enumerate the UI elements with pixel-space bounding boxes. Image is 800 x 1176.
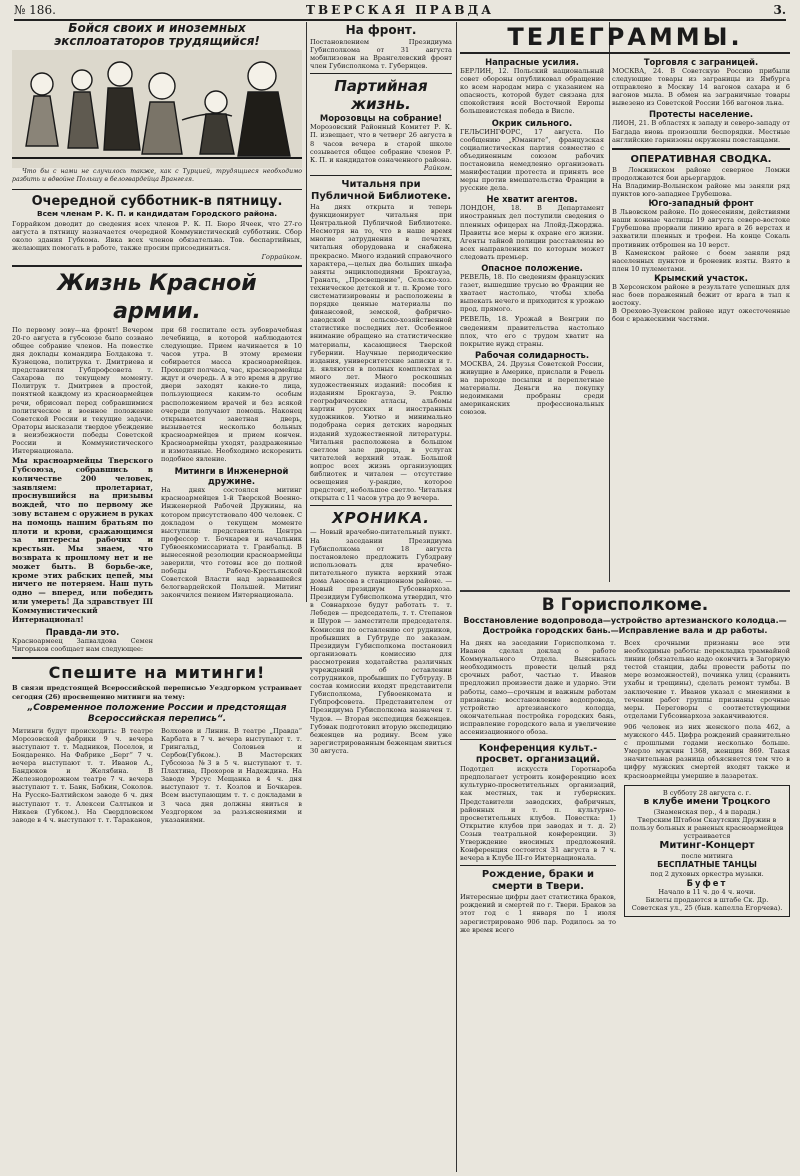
meetings-left-list: Митинги будут происходить: В театре Морозовской фабрики 9 ч. вечера выступают т. т. Мадников, Поселов, и Бондаренко. На Фабрике „Берг“ 7 ч. вечера выступают т. т. Иванов А., Бандюков и Желябина. В Железнодорожном театре 7 ч. вечера выступают т. т. Банк, Бабкин, Соколов. На Русско-Балтийском заводе 6 ч. дня выступают т. т. Алексеи Салтыков и Никаев (Губком.). На Свердловском заводе в 4 ч. выступают т. т. Тараканов, bbox=[12, 726, 153, 824]
births-title: Рождение, браки и смерти в Твери. bbox=[481, 869, 595, 893]
subbotnik-subtitle: Всем членам Р. К. П. и кандидатам Городского района. bbox=[36, 209, 278, 219]
party-text: Морозовский Районный Комитет Р. К. П. извещает, что в четверг 26 августа в 8 часов вечера в старой школе созывается общее собрание членов Р. К. П. и кандидатов означенного района. bbox=[310, 123, 452, 164]
truth-title: Правда-ли это. bbox=[45, 627, 120, 638]
telegram-4-title: Опасное положение. bbox=[481, 262, 583, 273]
issue-number: № 186. bbox=[14, 3, 56, 17]
culture-text: Подотдел искусств Горотнароба предполагает устроить конференцию всех культурно-просветительных организаций, как местных, так и губернских. Представители заводских, фабричных, районных и т. п. культурно-просветительных клубов. Повестка: 1) Открытие клубов при заводах и т. д. 2) Созыв театральной конференции. 3) Утверждение вносимых предложений. Конференция состоится 31 августа в 7 ч. вечера в Клубе III-го Интернационала. bbox=[460, 765, 616, 863]
party-signature: Райком. bbox=[423, 163, 452, 172]
chronicle-text: — Новый врачебно-питательный пункт. На заседании Президиума Губисполкома от 18 августа постановлено предложить Губздраву использовать для врачебно-питательного пункта верхний этаж дома Аносова в станционном районе. — Новый президиум Губсовнархоза. Президиум Губисполкома утвердил, что в Совнархозе будут работать т. т. Лебедев — председатель, т. т. Степанов и Шуров — заместители председателя. Комиссия по оставлению сот рудников, пробывших в Губтруде по заказам. Президиум Губисполкома постановил организовать комиссию для рассмотрения ходатайства различных учреждений об оставлении сотрудников, пробывших по Губтруду. В состав комиссии входят представители Губисполкома, Губвоенкомата и Губпрофсовета. Представителем от Президиума Губисполкома назначен т. Чудов. — Вторая экспедиция беженцев. Губэвак подготовил вторую экспедицию беженцев на родину. Всем уже зарегистрированным беженцам явиться 30 августа. bbox=[310, 528, 452, 755]
telegrams-section bbox=[460, 22, 790, 607]
ops-text-1: В Ломжинском районе северное Ломжи продолжаются бои арьергардов. bbox=[612, 165, 790, 182]
concert-buffet: Буфет bbox=[686, 878, 728, 889]
concert-dance: БЕСПЛАТНЫЕ ТАНЦЫ bbox=[657, 860, 757, 870]
telegram-2-text: ГЕЛЬСИНГФОРС, 17 августа. По сообщению „Юманите“, французская социалистическая партия совместно с объединенным союзом рабочих постановила немедленно организовать манифестации протеста и принять все меры против вмешательства Франции в русские дела. bbox=[460, 127, 604, 193]
ops-text-6: В Орехово-Зуевском районе идут ожесточенные бои с вражескими частями. bbox=[612, 307, 790, 324]
telegram-1-title: Напрасные усилия. bbox=[485, 57, 579, 67]
meetings-intro: В связи предстоящей Всероссийской переписью Уездгорком устраивает сегодня (26) просвещенно митинги на тему: bbox=[12, 684, 302, 701]
concert-address: (Знаменская пер., 4 в парадн.) bbox=[653, 807, 761, 816]
telegram-1-text: БЕРЛИН, 12. Польский национальный совет обороны опубликовал обращение ко всем народам мира с указанием на опасность, которой будет связана для спокойствия всей Восточной Европы большевистская победа в Висле. bbox=[460, 67, 604, 116]
column-divider bbox=[456, 22, 457, 1172]
subbotnik-signature: Горрайком. bbox=[261, 252, 302, 261]
telegram-2-title: Окрик сильного. bbox=[491, 117, 573, 128]
library-text: На днях открыта и теперь функционирует читальня при Центральной Публичной Библиотеке. Несмотря на то, что в наше время многие затруднения в печатях, читальня оборудована и снабжена прекрасно. Много изданий справочного характера,—целых два больших шкафа заняты энциклопедиями Брокгауза, Гранать, „Просвещение“, Сельско-хоз. техническое детской и т. п. Кроме того систематизированы и расположены в порядке ценные материалы по финансовой, земской, фабрично-заводской и сельско-хозяйственной статистике последних лет. Особенное внимание обращено на статистические материалы, касающиеся Тверской губернии. Научные периодические издания, университетские записки и т. д. являются в полных комплектах за много лет. Много роскошных художественных изданий: пособия к изданиям Брокгауза, Э. Реклю географические атласы, альбомы картин русских и иностранных художников. Уютно и минимально подобрана серия детских народных изданий художественной литературы. Читальня расположена в большом светлом зале дворца, в услугах читателей верхний этаж. Большой вопрос всех жизнь организующих библиотек и читален — отсутствие освещения у-рандие, которое предстоит, небольшое светло. Читальня открыта с 11 часов утра до 9 вечера. bbox=[310, 202, 452, 503]
concert-organizer: Тверским Штабом Скаутских Дружин в пользу больных и раненых красноармейцев устраивается bbox=[630, 815, 784, 840]
concert-after: после митинга bbox=[681, 852, 733, 861]
concert-date: В субботу 28 августа с. г. bbox=[662, 788, 752, 797]
telegram-4-text: РЕВЕЛЬ, 18. По сведениям французских газет, вышедшие трусью во Франции не хватает настолько, чтобы хлеба выпекать нечего и приходится к урожаю прод. прямого. bbox=[460, 272, 604, 314]
crimea-title: Крымский участок. bbox=[654, 272, 748, 283]
ops-text-2: На Владимир-Волынском районе мы заняли ряд пунктов юго-западнее Грубешова. bbox=[612, 181, 790, 199]
meeting-title: Митинги в Инженерной дружине. bbox=[174, 466, 289, 487]
front-title: На фронт. bbox=[345, 23, 417, 37]
culture-title: Конференция культ.-просвет. организаций. bbox=[475, 743, 601, 766]
gorispolkom-right-text: Всех срочными признаны все эти необходимые работы: перекладка трамвайной линии (обязательно надо окончить в Загорную тестой станции, дабы провести работы по мере возможностей), починка улиц (сравнить ухабы и трещины), сделать ремонт тумбы. В заключение т. Иванов указал с мнениями в течении работ группы признаны срочные меры. Переговоры с соответствующими отделами Губсовнархоза заканчиваются. bbox=[624, 639, 790, 720]
newspaper-title: ТВЕРСКАЯ ПРАВДА bbox=[306, 3, 494, 17]
telegram-3-text: ЛОНДОН, 18. В Департамент иностранных дел поступили сведения о пленных офицерах на Ллойд-Джорджа. Правиты все меры к охране его жизни. Агенты тайной полиции расставлены во всех направлениях по которым может следовать премьер. bbox=[460, 204, 604, 261]
concert-start: Начало в 11 ч. до 4 ч. ночи. bbox=[658, 888, 756, 897]
middle-column bbox=[310, 22, 452, 1172]
red-army-right-text: при 68 госпитале есть зубоврачебная лечебница, в которой наблюдаются следующие. Прием начинается в 10 часов утра. В этому времени собирается масса красноармейцев. Проходит полчаса, час, красноармейцы ждут и очередь. А в это время в другие двери заходят какие-то лица, пользующиеся каким-то особым расположением врачей и без всякой очереди получают помощь. Наконец открывается заветная дверь, вызывается несколько больных красноармейцев и прием кончен. Красноармейцы уходят, раздраженные и измотанные. Необходимо искоренить подобное явление. bbox=[161, 325, 302, 464]
births-right-text: 906 человек из них женского пола 462, а мужского 445. Цифра рождений сравнительно с прошлыми годами несколько больше. Умерло мужчин 1368, женщин 869. Такая значительная разница объясняется тем что в цифру мужских смертей входят также и красноармейцы умершие в лазаретах. bbox=[624, 722, 790, 780]
ops-text-4: В Каменском районе с боем заняли ряд населенных пунктов и броневик взяты. Взято в плен 10 пулеметами. bbox=[612, 248, 790, 273]
telegram-6-title: Рабочая солидарность. bbox=[474, 349, 590, 360]
page-header bbox=[14, 3, 786, 21]
front-text: Постановлением Президиума Губисполкома от 31 августа мобилизован на Врангелевский фронт член Губисполкома т. Губернцев. bbox=[310, 38, 452, 71]
gorispolkom-left-text: На днях на заседании Горисполкома т. Иванов сделал доклад о работе Коммунального Отдела. Выяснилась необходимость провести целый ряд срочных работ, частью т. Иванов предложил произвести даже и ударно. Эти работы, само—срочным и важным работам призваны: восстановление водопровода, устройство артезианского колодца, окончательная постройка городских бань, исправление городского вала и увеличение ассенизационного обоза. bbox=[460, 639, 616, 737]
concert-ad bbox=[624, 785, 790, 917]
rebels-title: Протесты население. bbox=[648, 109, 753, 120]
meetings-title: Спешите на митинги! bbox=[48, 663, 266, 683]
cartoon-caption: Что бы с нами не случилось также, как с Турцией, трудящиеся необходимо разбить и вдвойне Польшу в белогвардейца Врангеля. bbox=[12, 168, 302, 183]
chronicle-title: ХРОНИКА. bbox=[332, 509, 430, 528]
telegram-5-text: РЕВЕЛЬ, 18. Урожай в Венгрии по сведениям правительства настолько плох, что его с трудом хватит на покрытие нужд страны. bbox=[460, 315, 604, 348]
trade-text: МОСКВА, 24. В Советскую Россию прибыли следующие товары из заграницы из Ямбурга отправлено в Москву 14 вагонов сахара и 6 вагонов мыла. В обмен на заграничные товары вывезено из Советской России 166 вагонов льна. bbox=[612, 67, 790, 108]
concert-name: Митинг-Концерт bbox=[659, 840, 755, 852]
ops-title: ОПЕРАТИВНАЯ СВОДКА. bbox=[630, 153, 772, 165]
sw-front-title: Юго-западный фронт bbox=[648, 198, 754, 209]
red-army-left-text: По первому зову—на фронт! Вечером 20-го августа в губсоюзе было созвано общее собрание членов. На повестке дня доклады командира Болдакова т. Кузнецова, политрука т. Дмитриева и представителя Губпрофсовета т. Сахарова по текущему моменту. Политрук т. Дмитриев в простой, понятной каждому из красноармейцев речи, обрисовал перед собравшимися политическое и военное положение Советской России и текущие задачи. Ораторы высказали твердое убеждение в неизбежности победы Советской России и Коммунистического Интернационала. bbox=[12, 325, 153, 456]
column-divider bbox=[306, 22, 307, 602]
telegram-3-title: Не хватит агентов. bbox=[486, 194, 578, 205]
rebels-text: ЛИОН, 21. В областях к западу и северо-западу от Багдада вновь произошли беспорядки. Местные английские гарнизоны окружены повстанцами. bbox=[612, 119, 790, 144]
gorispolkom-section bbox=[460, 594, 790, 1168]
red-army-resolution: Мы красноармейцы Тверского Губсоюза, собравшись в количестве 200 человек, заявляем: пролетариат, проснувшийся на призывы вождей, что по первому же зову встанем с оружием в руках на помощь нашим братьям по плоти и крови, сражающимся за интересы рабочих и крестьян. Мы знаем, что возврата к прошлому нет и не может быть. В борьбе-же, кроме этих рабских цепей, мы ничего не потеряем. Наш путь одно — вперед, или победить или умереть! Да здравствует III Коммунистический Интернационал! bbox=[12, 456, 153, 624]
party-subtitle: Морозовцы на собрание! bbox=[319, 113, 443, 124]
library-title: Читальня при Публичной Библиотеке. bbox=[310, 178, 452, 202]
meetings-topic: „Современное положение России и предстоящая Всероссийская перепись“. bbox=[27, 702, 287, 724]
cartoon-title: Бойся своих и иноземных эксплоататоров трудящийся! bbox=[54, 22, 260, 48]
trade-title: Торговля с заграницей. bbox=[643, 57, 759, 67]
left-column bbox=[12, 22, 302, 1172]
births-text: Интересные цифры дает статистика браков, рождений и смертей по г. Твери. Браков за этот год с 1 января по 1 июля зарегистрировано 906 пар. Родилось за то же время всего bbox=[460, 893, 616, 934]
section-divider bbox=[460, 590, 790, 592]
concert-venue: в клубе имени Троцкого bbox=[643, 796, 771, 807]
subbotnik-title: Очередной субботник-в пятницу. bbox=[31, 194, 283, 210]
meetings-right-list: Волховов и Линин. В театре „Правда“ Карбата в 7 ч. вечера выступают т. т. Грингальд, Соловьев и Сербов(Губком.). В Мастерских Губсоюза №3 в 5 ч. выступают т. т. Плахтина, Прохоров и Надеждина. На Заводе Урсус Мещанка в 4 ч. дня выступают т. т. Козлов и Бочкарев. Всем выступающим т. т. с докладами в 3 часа дня должны явиться в Уездгорком за разъяснениями и указаниями. bbox=[161, 726, 302, 824]
telegram-6-text: МОСКВА, 24. Друзья Советской России, живущие в Америке, прислали в Ревель на пароходе посылки и переплетные материалы. Деньги на покупку недоимками пробраны среди американских профессиональных союзов. bbox=[460, 359, 604, 417]
party-title: Партийная жизнь. bbox=[334, 77, 428, 114]
concert-orchestra: под 2 духовых оркестра музыки. bbox=[650, 870, 764, 879]
page-number: 3. bbox=[773, 3, 786, 17]
meeting-text: На днях состоялся митинг красноармейцев 1-й Тверской Военно-Инженерной Рабочей Дружины, на котором присутствовало 400 человек. С докладом о текущем моменте выступили: представитель Центра профессор т. Бочкарев и начальник Губвоенкомиссариата т. Гранбальд. В вынесенной резолюции красноармейцы заверили, что готовы все до полной победы Рабоче-Крестьянской Советской Власти над зарвавшейся белогвардейской Польшей. Митинг закончился пением Интернационала. bbox=[161, 486, 302, 600]
red-army-title: Жизнь Красной армии. bbox=[57, 270, 257, 324]
ops-text-5: В Херсонском районе в результате успешных для нас боев пораженный бежит от врага в тыл к востоку. bbox=[612, 282, 790, 308]
truth-text: Красноармеец Запвалдова Семен Чигорьков сообщает нам следующее: bbox=[12, 637, 153, 654]
ops-text-3: В Львовском районе. По донесениям, действиями наши конные частицы 19 августа северо-востоке Грубешова прорвали линию врага в 26 верстах и захватили пленных и трофеи. На конце Сокаль противник отброшен на 10 верст. bbox=[612, 208, 790, 249]
gorispolkom-subtitle: Восстановление водопровода—устройство артезианского колодца.—Достройка городских бань.—Исправление вала и др работы. bbox=[463, 616, 787, 635]
gorispolkom-title: В Горисполкоме. bbox=[541, 595, 709, 615]
telegrams-title: ТЕЛЕГРАММЫ. bbox=[460, 22, 790, 54]
political-cartoon bbox=[12, 50, 302, 168]
subbotnik-text: Горрайком доводит до сведения всех членов Р. К. П. Бюро Ячеек, что 27-го августа в пятницу назначается очередной Коммунистический субботник. Сбор около здания Губкома. Явка всех членов обязательна. Тов. беспартийных, желающих помогать в работе, также просим присоединиться. bbox=[12, 220, 302, 253]
concert-tickets: Билеты продаются в штабе Ск. Др. Советская ул., 25 (быв. капелла Егорчева). bbox=[631, 896, 783, 913]
